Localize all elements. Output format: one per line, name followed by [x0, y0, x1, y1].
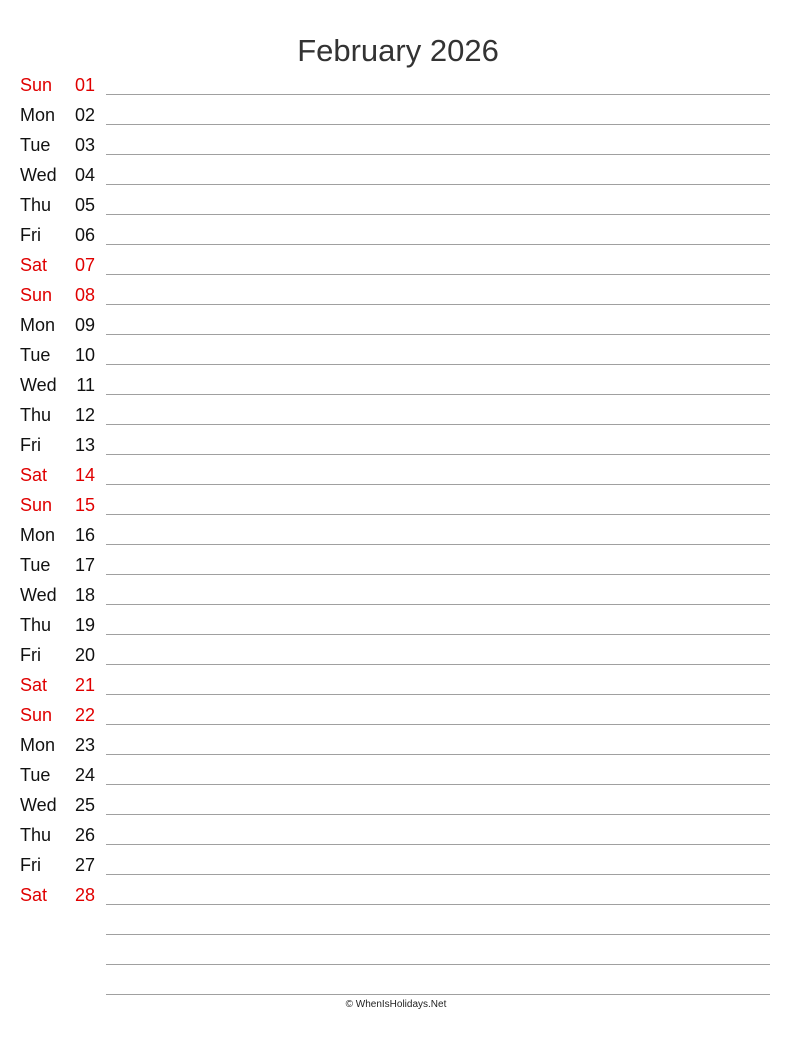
day-number: 20	[74, 645, 95, 665]
day-number: 08	[74, 285, 95, 305]
day-number: 06	[74, 225, 95, 245]
writing-line	[106, 124, 770, 125]
weekday-label: Thu	[20, 825, 52, 845]
day-row	[0, 280, 792, 310]
day-number: 05	[74, 195, 95, 215]
day-row	[0, 250, 792, 280]
weekday-label: Sat	[20, 885, 48, 905]
writing-line	[106, 574, 770, 575]
weekday-label: Tue	[20, 555, 51, 575]
day-row	[0, 310, 792, 340]
day-number: 13	[74, 435, 95, 455]
day-number: 27	[74, 855, 95, 875]
weekday-label: Tue	[20, 765, 51, 785]
day-number: 26	[74, 825, 95, 845]
writing-line	[106, 724, 770, 725]
day-row	[0, 970, 792, 1000]
weekday-label: Mon	[20, 105, 56, 125]
weekday-label: Thu	[20, 405, 52, 425]
day-row	[0, 670, 792, 700]
day-number: 19	[74, 615, 95, 635]
day-row	[0, 880, 792, 910]
day-row	[0, 220, 792, 250]
weekday-label: Mon	[20, 525, 56, 545]
day-row	[0, 430, 792, 460]
day-number: 14	[74, 465, 95, 485]
day-number: 24	[74, 765, 95, 785]
day-row	[0, 940, 792, 970]
writing-line	[106, 274, 770, 275]
day-number: 23	[74, 735, 95, 755]
day-row	[0, 850, 792, 880]
weekday-label: Sat	[20, 465, 48, 485]
day-number: 21	[74, 675, 95, 695]
day-row	[0, 100, 792, 130]
writing-line	[106, 154, 770, 155]
weekday-label: Wed	[20, 795, 57, 815]
day-row	[0, 190, 792, 220]
day-number: 07	[74, 255, 95, 275]
weekday-label: Wed	[20, 165, 57, 185]
day-number: 16	[74, 525, 95, 545]
day-row	[0, 370, 792, 400]
writing-line	[106, 604, 770, 605]
writing-line	[106, 214, 770, 215]
writing-line	[106, 934, 770, 935]
weekday-label: Sun	[20, 285, 53, 305]
writing-line	[106, 94, 770, 95]
weekday-label: Thu	[20, 195, 52, 215]
writing-line	[106, 694, 770, 695]
day-number: 02	[74, 105, 95, 125]
day-number: 15	[74, 495, 95, 515]
weekday-label: Sun	[20, 705, 53, 725]
weekday-label: Fri	[20, 225, 41, 245]
weekday-label: Fri	[20, 855, 41, 875]
weekday-label: Wed	[20, 585, 57, 605]
day-row	[0, 70, 792, 100]
weekday-label: Wed	[20, 375, 57, 395]
day-number: 25	[74, 795, 95, 815]
day-row	[0, 820, 792, 850]
day-row	[0, 160, 792, 190]
day-number: 09	[74, 315, 95, 335]
writing-line	[106, 454, 770, 455]
day-number: 12	[74, 405, 95, 425]
day-row	[0, 490, 792, 520]
weekday-label: Sun	[20, 495, 53, 515]
day-number: 28	[74, 885, 95, 905]
weekday-label: Thu	[20, 615, 52, 635]
weekday-label: Mon	[20, 735, 56, 755]
weekday-label: Sat	[20, 255, 48, 275]
day-row	[0, 550, 792, 580]
day-number: 04	[74, 165, 95, 185]
weekday-label: Fri	[20, 435, 41, 455]
weekday-label: Mon	[20, 315, 56, 335]
day-row	[0, 400, 792, 430]
writing-line	[106, 244, 770, 245]
day-row	[0, 460, 792, 490]
day-number: 18	[74, 585, 95, 605]
page-title: February 2026	[297, 33, 499, 68]
writing-line	[106, 754, 770, 755]
writing-line	[106, 394, 770, 395]
weekday-label: Tue	[20, 135, 51, 155]
weekday-label: Sat	[20, 675, 48, 695]
day-row	[0, 610, 792, 640]
day-row	[0, 910, 792, 940]
day-number: 11	[76, 375, 95, 395]
writing-line	[106, 844, 770, 845]
day-row	[0, 640, 792, 670]
writing-line	[106, 664, 770, 665]
day-list	[0, 70, 792, 1000]
day-row	[0, 580, 792, 610]
day-number: 17	[74, 555, 95, 575]
day-row	[0, 340, 792, 370]
day-row	[0, 130, 792, 160]
weekday-label: Tue	[20, 345, 51, 365]
writing-line	[106, 304, 770, 305]
writing-line	[106, 514, 770, 515]
day-row	[0, 520, 792, 550]
writing-line	[106, 484, 770, 485]
writing-line	[106, 994, 770, 995]
day-number: 03	[74, 135, 95, 155]
writing-line	[106, 364, 770, 365]
writing-line	[106, 634, 770, 635]
day-number: 22	[74, 705, 95, 725]
weekday-label: Fri	[20, 645, 41, 665]
footer-credit: © WhenIsHolidays.Net	[345, 999, 447, 1010]
writing-line	[106, 964, 770, 965]
writing-line	[106, 184, 770, 185]
day-row	[0, 730, 792, 760]
writing-line	[106, 334, 770, 335]
day-row	[0, 700, 792, 730]
day-number: 01	[74, 75, 95, 95]
writing-line	[106, 784, 770, 785]
writing-line	[106, 424, 770, 425]
writing-line	[106, 874, 770, 875]
day-number: 10	[74, 345, 95, 365]
day-row	[0, 760, 792, 790]
writing-line	[106, 544, 770, 545]
writing-line	[106, 904, 770, 905]
writing-line	[106, 814, 770, 815]
day-row	[0, 790, 792, 820]
weekday-label: Sun	[20, 75, 53, 95]
